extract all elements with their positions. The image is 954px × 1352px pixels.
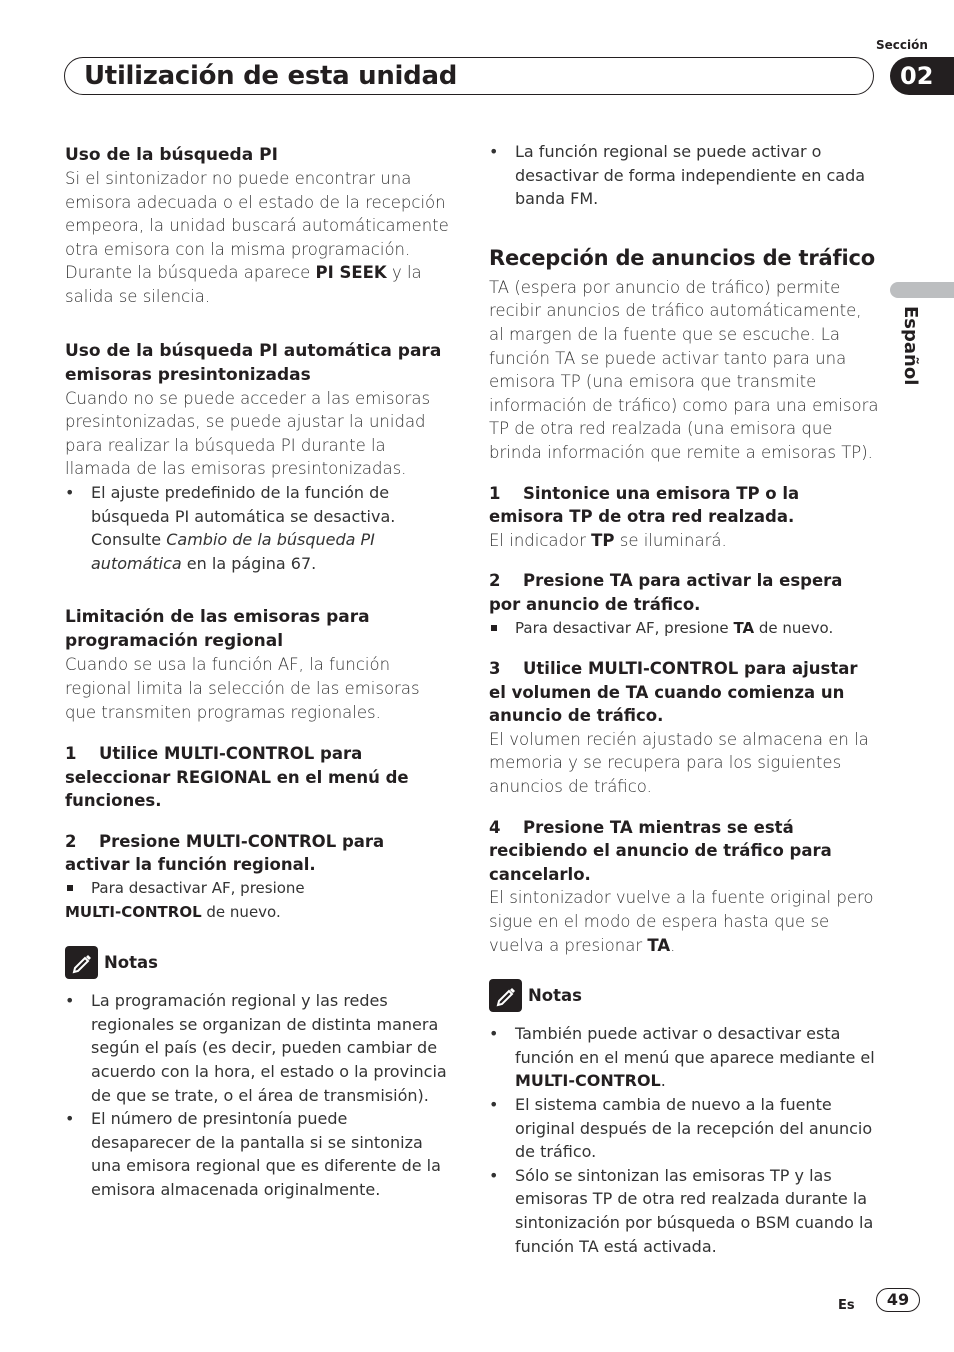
right-step-2-sub: Para desactivar AF, presione TA de nuevo. (489, 617, 879, 641)
right-step-4: 4 Presione TA mientras se está recibiendo el anuncio de tráfico para cancelarlo. (489, 817, 832, 884)
left-column (65, 140, 450, 1202)
section-number-badge: 02 (890, 57, 954, 95)
left-notes-list (65, 989, 450, 1201)
auto-pi-paragraph: Cuando no se puede acceder a las emisoras presintonizadas, se puede ajustar la unidad para realizar la búsqueda PI durante la llamada de las emisoras presintonizadas. (65, 388, 431, 479)
right-notes-list (489, 1022, 879, 1258)
note-item: • La programación regional y las redes regionales se organizan de distinta manera según el país (es decir, pueden cambiar de acuerdo con la hora, el estado o la provincia de que se trate, o el área de transmisión). (65, 989, 450, 1107)
left-step-2: 2 Presione MULTI-CONTROL para activar la función regional. (65, 831, 385, 875)
notes-title: Notas (104, 953, 158, 973)
notes-title: Notas (528, 986, 582, 1006)
note-item: • El sistema cambia de nuevo a la fuente original después de la recepción del anuncio de tráfico. (489, 1093, 879, 1164)
auto-pi-bullet: • El ajuste predefinido de la función de búsqueda PI automática se desactiva. Consulte Cambio de la búsqueda PI automática en la página 67. (65, 481, 450, 575)
right-step-1-text: El indicador TP se iluminará. (489, 530, 727, 550)
right-step-4-text: El sintonizador vuelve a la fuente original pero sigue en el modo de espera hasta que se vuelva a presionar TA. (489, 888, 874, 955)
right-column (489, 140, 879, 1258)
right-notes-header (489, 979, 879, 1012)
right-step-3: 3 Utilice MULTI-CONTROL para ajustar el volumen de TA cuando comienza un anuncio de tráfico. (489, 659, 858, 726)
left-step-2-sub: Para desactivar AF, presione MULTI-CONTROL de nuevo. (65, 877, 450, 924)
right-step-2: 2 Presione TA para activar la espera por anuncio de tráfico. (489, 571, 843, 614)
traffic-heading: Recepción de anuncios de tráfico (489, 245, 875, 270)
pencil-icon (65, 946, 98, 979)
regional-bullet: • La función regional se puede activar o desactivar de forma independiente en cada banda FM. (489, 140, 879, 211)
auto-pi-heading: Uso de la búsqueda PI automática para emisoras presintonizadas (65, 340, 442, 385)
traffic-intro: TA (espera por anuncio de tráfico) permite recibir anuncios de tráfico automáticamente, al margen de la fuente que se escuche. La función TA se puede activar tanto para una emisora TP (una emisora que transmite información de tráfico) como para una emisora TP de otra red realzada (una emisora que brinda información que remite a emisoras TP). (489, 277, 879, 462)
note-item: • También puede activar o desactivar esta función en el menú que aparece mediante el MULTI-CONTROL. (489, 1022, 879, 1093)
regional-heading: Limitación de las emisoras para programación regional (65, 607, 370, 652)
note-item: • Sólo se sintonizan las emisoras TP y las emisoras TP de otra red realzada durante la sintonización por búsqueda o BSM cuando la función TA está activada. (489, 1164, 879, 1258)
page-number: 49 (876, 1288, 920, 1312)
section-label: Sección (876, 38, 928, 52)
pi-search-heading: Uso de la búsqueda PI (65, 145, 278, 165)
right-step-1: 1 Sintonice una emisora TP o la emisora TP de otra red realzada. (489, 483, 800, 527)
page-title: Utilización de esta unidad (84, 61, 458, 91)
footer-lang-code: Es (838, 1298, 855, 1313)
note-item: • El número de presintonía puede desaparecer de la pantalla si se sintoniza una emisora regional que es diferente de la emisora almacenada originalmente. (65, 1107, 450, 1201)
left-step-1: 1 Utilice MULTI-CONTROL para seleccionar REGIONAL en el menú de funciones. (65, 744, 409, 811)
pencil-icon (489, 979, 522, 1012)
pi-search-paragraph: Si el sintonizador no puede encontrar una emisora adecuada o el estado de la recepción empeora, la unidad buscará automáticamente otra emisora con la misma programación. Durante la búsqueda aparece PI SEEK y la salida se silencia. (65, 169, 449, 306)
language-tab (890, 282, 954, 298)
regional-paragraph: Cuando se usa la función AF, la función regional limita la selección de las emisoras que transmiten programas regionales. (65, 655, 420, 722)
right-step-3-text: El volumen recién ajustado se almacena en la memoria y se recupera para los siguientes anuncios de tráfico. (489, 729, 869, 797)
language-label: Español (900, 306, 921, 386)
left-notes-header (65, 946, 450, 979)
